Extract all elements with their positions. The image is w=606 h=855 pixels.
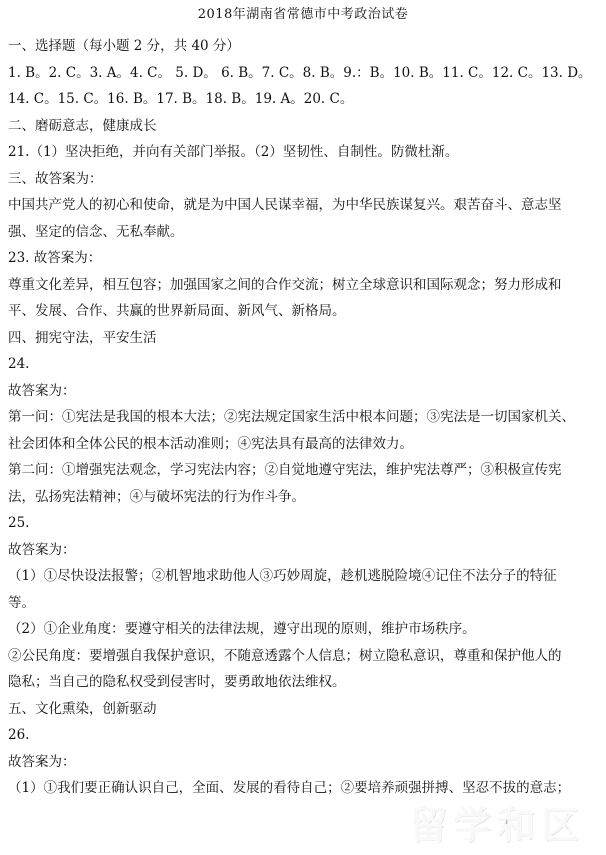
watermark-logo: 留学和区 [408,802,585,847]
answer-line: 第一问：①宪法是我国的根本大法；②宪法规定国家生活中根本问题；③宪法是一切国家机关、 [8,409,575,425]
answer-line: 平、发展、合作、共赢的世界新局面、新风气、新格局。 [8,303,346,319]
answer-line: （2）①企业角度：要遵守相关的法律法规，遵守出现的原则，维护市场秩序。 [8,621,476,637]
answer-line: 强、坚定的信念、无私奉献。 [8,223,184,240]
section-heading-4: 四、拥宪守法，平安生活 [8,329,157,346]
answer-label: 故答案为： [8,753,76,770]
answer-line-choice-2: 14. C。15. C。16. B。17. B。18. B。19. A。20. C。 [8,91,354,107]
question-number-24: 24. [8,356,30,372]
answer-line-21: 21.（1）坚决拒绝，并向有关部门举报。（2）坚韧性、自制性。防微杜渐。 [8,144,459,160]
answer-label: 故答案为： [8,541,76,558]
answer-line: 隐私；当自己的隐私权受到侵害时，要勇敢地依法维权。 [8,674,346,690]
answer-line: 等。 [8,594,35,611]
answer-line: （1）①尽快设法报警；②机智地求助他人③巧妙周旋，趁机逃脱险境④记住不法分子的特征 [8,568,557,584]
section-heading-5: 五、文化熏染，创新驱动 [8,700,157,717]
answer-line: 法，弘扬宪法精神；④与破坏宪法的行为作斗争。 [8,488,305,505]
page-title: 2018年湖南省常德市中考政治试卷 [197,7,409,22]
question-number-26: 26. [8,727,30,743]
section-heading-choice: 一、选择题（每小题 2 分，共 40 分） [8,38,240,54]
answer-line-choice-1: 1. B。2. C。3. A。4. C。 5. D。 6. B。7. C。8. B。9.：B。10. B。11. C。12. C。13. D。 [8,64,592,81]
answer-line: 第二问：①增强宪法观念，学习宪法内容；②自觉地遵守宪法，维护宪法尊严；③积极宣传宪 [8,462,562,478]
answer-line: 尊重文化差异，相互包容；加强国家之间的合作交流；树立全球意识和国际观念；努力形成和 [8,276,562,293]
question-number-25: 25. [8,515,30,531]
answer-line: 社会团体和全体公民的根本活动准则；④宪法具有最高的法律效力。 [8,435,413,452]
section-heading-2: 二、磨砺意志，健康成长 [8,117,157,134]
answer-label: 故答案为： [8,382,76,399]
section-heading-3: 三、故答案为： [8,170,103,187]
answer-line: ②公民角度：要增强自我保护意识，不随意透露个人信息；树立隐私意识，尊重和保护他人的 [8,647,562,664]
answer-line: （1）①我们要正确认识自己，全面、发展的看待自己；②要培养顽强拼搏、坚忍不拔的意志； [8,780,571,796]
question-label-23: 23. 故答案为： [8,250,102,266]
answer-line: 中国共产党人的初心和使命，就是为中国人民谋幸福，为中华民族谋复兴。艰苦奋斗、意志坚 [8,197,562,213]
